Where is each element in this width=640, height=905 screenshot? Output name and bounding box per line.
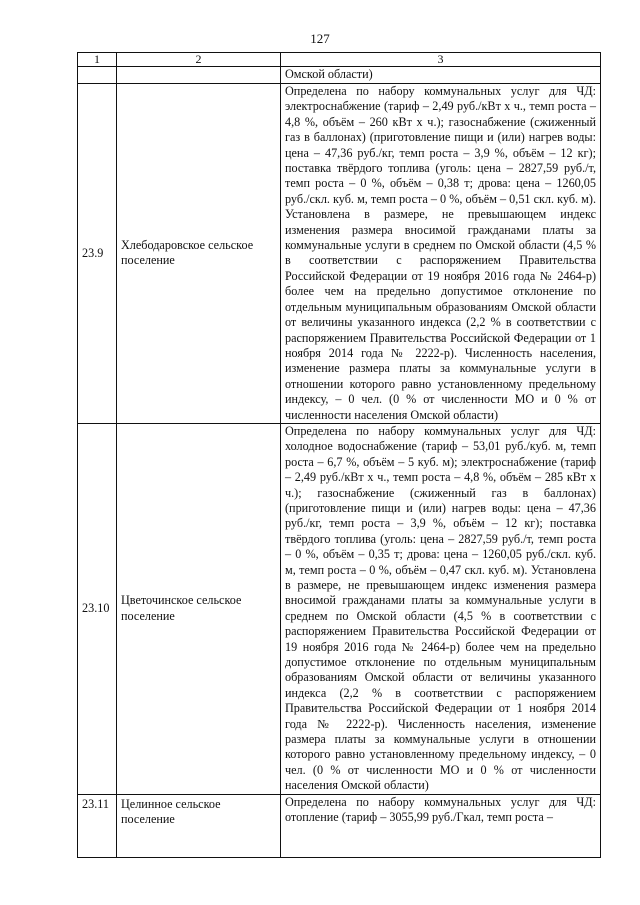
settlement-name: Цветочинское сельское поселение: [117, 423, 281, 794]
settlement-name: Целинное сельское поселение: [117, 794, 281, 857]
settlement-name: Хлебодаровское сельское поселение: [117, 84, 281, 424]
column-header-1: 1: [78, 53, 117, 67]
table-header-row: [78, 53, 601, 67]
table-row: [78, 794, 601, 857]
column-header-2: 2: [117, 53, 281, 67]
row-description: Определена по набору коммунальных услуг для ЧД: отопление (тариф – 3055,99 руб./Гкал, темп роста –: [281, 794, 601, 857]
row-description: Определена по набору коммунальных услуг для ЧД: электроснабжение (тариф – 2,49 руб./кВт х ч., темп роста – 4,8 %, объём – 260 кВт х ч.); газоснабжение (сжиженный газ в баллонах) (приготовление пищи и (или) нагрев воды: цена – 47,36 руб./кг, темп роста – 3,9 %, объём – 12 кг); поставка твёрдого топлива (уголь: цена – 2827,59 руб./т, темп роста – 0 %, объём – 0,38 т; дрова: цена – 1260,05 руб./скл. куб. м, темп роста – 0 %, объём – 0,51 скл. куб. м). Установлена в размере, не превышающем индекс изменения размера вносимой гражданами платы за коммунальные услуги в среднем по Омской области (4,5 % в соответствии с распоряжением Правительства Российской Федерации от 19 ноября 2016 года № 2464-р) более чем на предельно допустимое отклонение по отдельным муниципальным образованиям Омской области от величины указанного индекса (2,2 % в соответствии с распоряжением Правительства Российской Федерации от 1 ноября 2014 года № 2222-р). Численность населения, изменение размера платы за коммунальные услуги в отношении которого равно установленному предельному индексу, – 0 чел. (0 % от численности МО и 0 % от численности населения Омской области): [281, 84, 601, 424]
tariff-table: [77, 52, 601, 858]
row-description: Определена по набору коммунальных услуг для ЧД: холодное водоснабжение (тариф – 53,01 руб./куб. м, темп роста – 6,7 %, объём – 5 куб. м); электроснабжение (тариф – 2,49 руб./кВт х ч., темп роста – 4,8 %, объём – 285 кВт х ч.); газоснабжение (сжиженный газ в баллонах) (приготовление пищи и (или) нагрев воды: цена – 47,36 руб./кг, темп роста – 3,9 %, объём – 12 кг); поставка твёрдого топлива (уголь: цена – 2827,59 руб./т, темп роста – 0 %, объём – 0,35 т; дрова: цена – 1260,05 руб./скл. куб. м, темп роста – 0 %, объём – 0,47 скл. куб. м). Установлена в размере, не превышающем индекс изменения размера вносимой гражданами платы за коммунальные услуги в среднем по Омской области (4,5 % в соответствии с распоряжением Правительства Российской Федерации от 19 ноября 2016 года № 2464-р) более чем на предельно допустимое отклонение по отдельным муниципальным образованиям Омской области от величины указанного индекса (2,2 % в соответствии с распоряжением Правительства Российской Федерации от 1 ноября 2014 года № 2222-р). Численность населения, изменение размера платы за коммунальные услуги в отношении которого равно установленному предельному индексу, – 0 чел. (0 % от численности МО и 0 % от численности населения Омской области): [281, 423, 601, 794]
table-row: [78, 423, 601, 794]
row-number: 23.9: [78, 84, 117, 424]
table-row: [78, 84, 601, 424]
continuation-num-cell: [78, 67, 117, 84]
row-number: 23.10: [78, 423, 117, 794]
continuation-text: Омской области): [281, 67, 601, 84]
column-header-3: 3: [281, 53, 601, 67]
page-number: 127: [310, 31, 330, 46]
continuation-row: [78, 67, 601, 84]
row-number: 23.11: [78, 794, 117, 857]
continuation-name-cell: [117, 67, 281, 84]
